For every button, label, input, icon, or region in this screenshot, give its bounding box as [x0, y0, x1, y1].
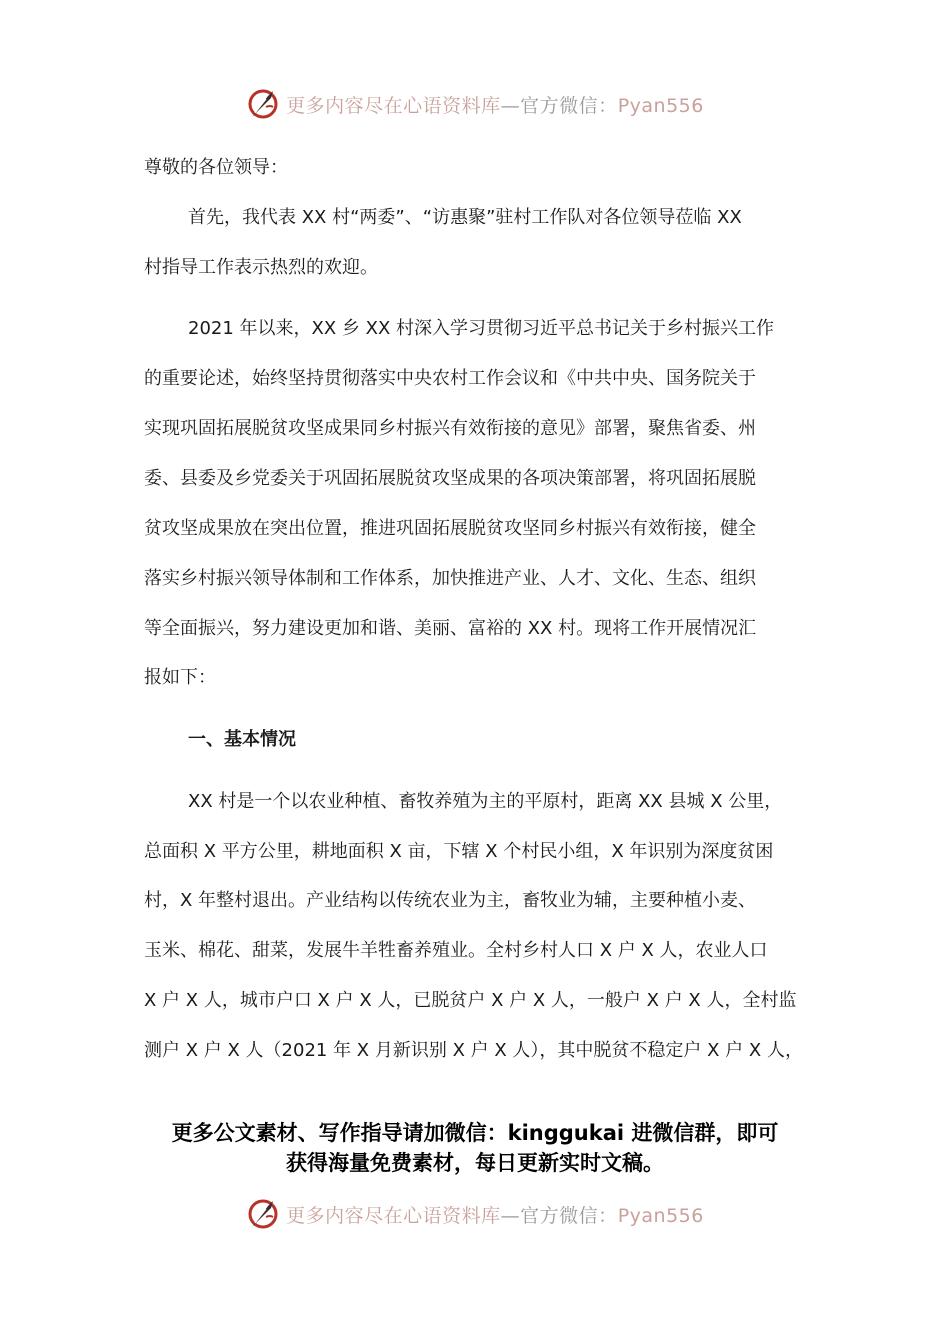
- paragraph-line: 的重要论述，始终坚持贯彻落实中央农村工作会议和《中共中央、国务院关于: [144, 368, 756, 389]
- brand-text: [286, 1201, 704, 1228]
- paragraph-line: 等全面振兴，努力建设更加和谐、美丽、富裕的 XX 村。现将工作开展情况汇: [144, 618, 757, 639]
- promo-footer-note: [100, 1118, 850, 1178]
- paragraph-line: 玉米、棉花、甜菜，发展牛羊牲畜养殖业。全村乡村人口 X 户 X 人，农业人口: [144, 940, 768, 961]
- brand-wechat-id: Pyan556: [617, 1204, 704, 1227]
- paragraph-line: 总面积 X 平方公里，耕地面积 X 亩，下辖 X 个村民小组，X 年识别为深度贫困: [144, 841, 774, 862]
- brand-wechat-id: Pyan556: [617, 94, 704, 117]
- brand-official-label: 官方微信：: [520, 1204, 618, 1227]
- brand-text: [286, 91, 704, 118]
- brand-official-label: 官方微信：: [520, 94, 618, 117]
- paragraph-line: 落实乡村振兴领导体制和工作体系，加快推进产业、人才、文化、生态、组织: [144, 568, 756, 589]
- footer-brand-bar: [0, 1194, 950, 1234]
- paragraph-line: 贫攻坚成果放在突出位置，推进巩固拓展脱贫攻坚同乡村振兴有效衔接，健全: [144, 518, 756, 539]
- paragraph-line: 实现巩固拓展脱贫攻坚成果同乡村振兴有效衔接的意见》部署，聚焦省委、州: [144, 418, 756, 439]
- paragraph-line: 村，X 年整村退出。产业结构以传统农业为主，畜牧业为辅，主要种植小麦、: [144, 890, 757, 911]
- promo-line-1: 更多公文素材、写作指导请加微信：kinggukai 进微信群，即可: [171, 1121, 779, 1145]
- paragraph-line: 测户 X 户 X 人（2021 年 X 月新识别 X 户 X 人），其中脱贫不稳定户 X 户 X 人，: [144, 1040, 803, 1061]
- brand-name: 更多内容尽在心语资料库: [286, 94, 501, 117]
- brand-name: 更多内容尽在心语资料库: [286, 1204, 501, 1227]
- paragraph-line: 首先，我代表 XX 村“两委”、“访惠聚”驻村工作队对各位领导莅临 XX: [188, 207, 742, 228]
- quill-logo-icon: [246, 87, 280, 121]
- paragraph-line: 委、县委及乡党委关于巩固拓展脱贫攻坚成果的各项决策部署，将巩固拓展脱: [144, 468, 756, 489]
- quill-logo-icon: [246, 1197, 280, 1231]
- section-heading: 一、基本情况: [188, 729, 296, 750]
- promo-line-2: 获得海量免费素材，每日更新实时文稿。: [286, 1151, 664, 1175]
- header-brand-bar: [0, 84, 950, 124]
- paragraph-line: X 户 X 人，城市户口 X 户 X 人，已脱贫户 X 户 X 人，一般户 X 户 X 人，全村监: [144, 990, 797, 1011]
- brand-separator: —: [500, 1204, 521, 1227]
- paragraph-line: 村指导工作表示热烈的欢迎。: [144, 257, 378, 278]
- salutation: 尊敬的各位领导：: [144, 157, 288, 178]
- paragraph-line: 2021 年以来，XX 乡 XX 村深入学习贯彻习近平总书记关于乡村振兴工作: [188, 318, 775, 339]
- paragraph-line: XX 村是一个以农业种植、畜牧养殖为主的平原村，距离 XX 县城 X 公里，: [188, 791, 783, 812]
- brand-separator: —: [500, 94, 521, 117]
- paragraph-line: 报如下：: [144, 667, 216, 688]
